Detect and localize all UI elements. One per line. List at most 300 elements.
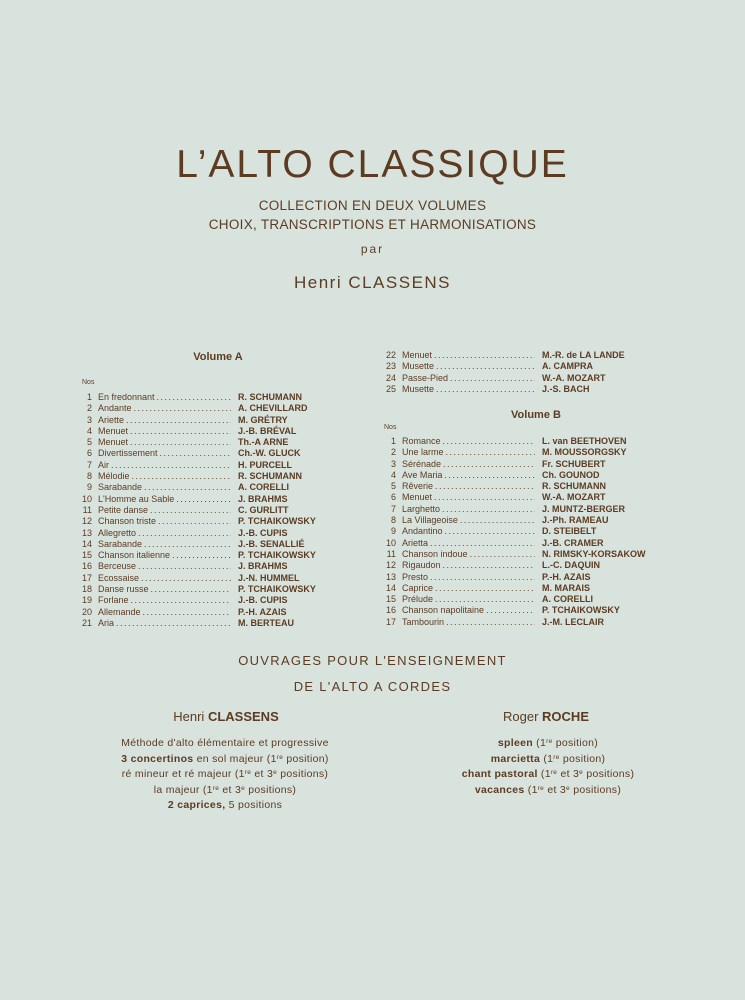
dot-leader [144, 539, 231, 550]
volume-b-item [376, 447, 646, 458]
volume-b-item [376, 583, 646, 594]
paren: (1 [540, 768, 551, 781]
item-title-cell [402, 572, 535, 583]
ouvrages-heading-line-1: OUVRAGES POUR L'ENSEIGNEMENT [238, 653, 507, 668]
item-composer: J. BRAHMS [238, 493, 288, 504]
dot-leader [430, 572, 535, 583]
item-title: Romance [402, 436, 441, 446]
volume-b-item [376, 470, 646, 481]
right-work-3-bold: chant pastoral [461, 768, 538, 781]
item-title: Mélodie [98, 471, 130, 482]
right-work-1-bold: spleen [497, 737, 533, 749]
volume-a-item [72, 573, 316, 584]
item-title-cell [402, 526, 535, 537]
item-number: 6 [86, 448, 92, 459]
volume-b-item [376, 436, 646, 447]
item-composer: J.-S. BACH [542, 383, 590, 394]
item-title-cell [402, 560, 535, 571]
item-title-cell [402, 447, 535, 458]
item-number: 23 [385, 361, 396, 372]
item-number: 3 [86, 414, 92, 425]
item-composer: L. van BEETHOVEN [542, 436, 627, 446]
left-author-heading [96, 709, 356, 724]
dot-leader [160, 448, 231, 459]
item-composer: M.-R. de LA LANDE [542, 350, 625, 360]
left-work-2-bold: 3 concertinos [121, 752, 194, 765]
item-number: 24 [385, 372, 396, 383]
item-title: Allemande [98, 606, 141, 617]
item-title: Menuet [402, 492, 433, 503]
item-title-cell [98, 471, 231, 482]
left-work-3-rest: ré mineur et ré majeur (1 [121, 768, 245, 781]
volume-a-item [72, 505, 316, 516]
item-number: 17 [385, 616, 396, 627]
volume-a-item [72, 595, 316, 606]
item-title: Petite danse [98, 504, 149, 515]
item-title: Menuet [402, 350, 433, 360]
dot-leader [158, 516, 231, 527]
item-title-cell [98, 550, 231, 561]
item-title-cell [98, 516, 231, 527]
superscript: re [244, 769, 252, 777]
item-title: Caprice [402, 582, 434, 593]
item-number: 20 [81, 606, 92, 617]
volume-a-item [72, 460, 316, 471]
item-title: Menuet [98, 437, 129, 448]
item-composer: D. STEIBELT [542, 526, 597, 537]
item-composer: R. SCHUMANN [238, 471, 302, 482]
item-number: 11 [386, 548, 396, 559]
volume-b-item [376, 594, 646, 605]
item-title: Ecossaise [98, 572, 140, 583]
dot-leader [443, 459, 535, 470]
item-number: 19 [81, 595, 92, 606]
dot-leader [130, 437, 231, 448]
dot-leader [450, 373, 535, 384]
item-title: Rigaudon [402, 560, 441, 571]
item-title-cell [98, 392, 231, 403]
item-title-cell [402, 436, 535, 447]
close: positions) [280, 768, 329, 781]
item-composer: A. CORELLI [542, 594, 593, 605]
item-title: Sarabande [98, 482, 143, 493]
left-work-1 [85, 736, 365, 752]
volume-a-continued-list [376, 350, 625, 395]
dot-leader [435, 594, 535, 605]
item-title-cell [402, 594, 535, 605]
item-number: 8 [390, 515, 396, 526]
paren: (1 [527, 783, 538, 796]
item-number: 9 [86, 482, 92, 493]
item-composer: Ch. GOUNOD [542, 469, 600, 480]
item-composer: L.-C. DAQUIN [542, 560, 600, 571]
volume-b-item [376, 481, 646, 492]
item-title: Ariette [98, 414, 125, 425]
superscript: re [550, 769, 558, 777]
item-title: Musette [402, 383, 435, 394]
par-label: par [360, 242, 385, 256]
item-title: Allegretto [98, 527, 137, 538]
item-title-cell [98, 573, 231, 584]
dot-leader [434, 350, 535, 361]
dot-leader [460, 515, 535, 526]
volume-b-item [376, 560, 646, 571]
item-number: 2 [390, 447, 396, 458]
superscript: re [546, 738, 553, 745]
item-title-cell [98, 494, 231, 505]
item-title-cell [98, 426, 231, 437]
superscript: re [537, 784, 545, 792]
item-composer: J. MUNTZ-BERGER [542, 503, 625, 514]
three: 3 [559, 783, 567, 796]
dot-leader [151, 584, 231, 595]
item-number: 15 [385, 594, 396, 605]
item-number: 7 [86, 459, 92, 470]
superscript: e [566, 784, 570, 792]
right-author-last: ROCHE [542, 709, 589, 724]
item-title-cell [402, 361, 535, 372]
item-title-cell [402, 373, 535, 384]
item-composer: A. CHEVILLARD [238, 403, 308, 414]
volume-a-heading: Volume A [193, 351, 243, 363]
item-composer: J.-B. SENALLIÉ [238, 538, 305, 549]
item-title-cell [402, 515, 535, 526]
dot-leader [443, 436, 535, 447]
item-composer: R. SCHUMANN [238, 392, 302, 402]
item-title: L'Homme au Sable [98, 493, 175, 504]
item-title: Rêverie [402, 481, 434, 492]
item-composer: A. CAMPRA [542, 361, 593, 372]
dot-leader [143, 607, 231, 618]
item-title-cell [98, 607, 231, 618]
item-number: 10 [81, 493, 92, 504]
right-work-3 [408, 767, 688, 783]
item-number: 17 [81, 572, 92, 583]
left-work-1-bold: Méthode d'alto [121, 737, 194, 749]
dot-leader [435, 583, 535, 594]
item-number: 4 [390, 469, 396, 480]
left-work-4 [85, 783, 365, 799]
dot-leader [111, 460, 231, 471]
item-title-cell [98, 595, 231, 606]
volume-a-item [72, 494, 316, 505]
item-composer: M. GRÉTRY [238, 414, 288, 425]
item-title: Chanson italienne [98, 550, 171, 561]
superscript: re [553, 753, 560, 761]
item-title-cell [402, 384, 535, 395]
superscript: e [579, 769, 584, 777]
item-title: Une larme [402, 447, 444, 458]
right-work-2-bold: marcietta [490, 752, 541, 765]
item-composer: N. RIMSKY-KORSAKOW [542, 548, 646, 559]
volume-a-list [72, 392, 316, 629]
volume-a-item [72, 482, 316, 493]
dot-leader [436, 384, 535, 395]
item-title: Andante [98, 403, 132, 414]
volume-b-item [376, 515, 646, 526]
volume-a-item [72, 584, 316, 595]
dot-leader [141, 573, 231, 584]
dot-leader [176, 494, 231, 505]
item-composer: P. TCHAIKOWSKY [542, 605, 620, 616]
item-title-cell [98, 584, 231, 595]
item-title-cell [402, 504, 535, 515]
volume-a-item [376, 373, 625, 384]
dot-leader [150, 505, 231, 516]
three: 3 [235, 783, 242, 796]
item-composer: P. TCHAIKOWSKY [238, 516, 316, 527]
dot-leader [486, 605, 535, 616]
left-work-5-rest: 5 positions [228, 799, 283, 812]
item-title: Musette [402, 361, 435, 372]
item-number: 9 [390, 526, 396, 537]
item-number: 1 [390, 436, 396, 446]
item-number: 11 [82, 504, 92, 515]
item-number: 3 [390, 458, 396, 469]
item-composer: W.-A. MOZART [542, 372, 606, 383]
item-number: 5 [86, 437, 92, 448]
item-composer: J.-B. CRAMER [542, 537, 604, 548]
item-composer: C. GURLITT [238, 504, 289, 515]
item-composer: J.-B. BRÉVAL [238, 425, 297, 436]
superscript: e [241, 784, 246, 792]
item-composer: A. CORELLI [238, 482, 289, 493]
item-composer: M. MARAIS [542, 582, 590, 593]
dot-leader [444, 470, 535, 481]
page-title: L’ALTO CLASSIQUE [176, 143, 569, 186]
left-author-last: CLASSENS [207, 709, 279, 724]
volume-a-item [72, 539, 316, 550]
item-composer: J. BRAHMS [238, 561, 288, 572]
volume-b-nos-label: Nos [384, 424, 397, 431]
item-title-cell [402, 549, 535, 560]
item-title-cell [98, 505, 231, 516]
dot-leader [126, 415, 231, 426]
left-author-first: Henri [173, 709, 205, 724]
item-number: 16 [385, 605, 396, 616]
item-title: Forlane [98, 595, 129, 606]
superscript: re [212, 784, 220, 792]
item-title-cell [402, 350, 535, 361]
close: positions) [248, 783, 297, 796]
item-title: Passe-Pied [402, 372, 449, 383]
item-number: 16 [81, 561, 92, 572]
item-title-cell [402, 583, 535, 594]
item-title-cell [402, 470, 535, 481]
volume-a-nos-label: Nos [82, 379, 95, 386]
three: 3 [267, 768, 274, 781]
close: position) [555, 737, 599, 749]
item-number: 13 [385, 571, 396, 582]
left-work-4-rest: la majeur (1 [153, 783, 213, 796]
item-number: 13 [81, 527, 92, 538]
dot-leader [116, 618, 231, 629]
item-title-cell [98, 415, 231, 426]
item-title: Air [98, 459, 109, 470]
volume-b-item [376, 617, 646, 628]
item-title: En fredonnant [98, 392, 155, 402]
item-title: Prélude [402, 594, 434, 605]
volume-b-item [376, 526, 646, 537]
left-work-1-rest: élémentaire et progressive [197, 737, 329, 749]
close: position) [562, 752, 606, 765]
dot-leader [470, 549, 535, 560]
item-title: Danse russe [98, 584, 149, 595]
item-title-cell [98, 403, 231, 414]
close: positions) [573, 783, 622, 796]
item-number: 2 [86, 403, 92, 414]
item-number: 25 [385, 383, 396, 394]
dot-leader [172, 550, 231, 561]
volume-a-item [376, 361, 625, 372]
item-title: Chanson napolitaine [402, 605, 485, 616]
dot-leader [157, 392, 231, 403]
item-title: Chanson triste [98, 516, 157, 527]
item-composer: J.-Ph. RAMEAU [542, 515, 609, 526]
volume-a-item [376, 384, 625, 395]
item-title-cell [402, 538, 535, 549]
dot-leader [132, 471, 231, 482]
item-title-cell [98, 561, 231, 572]
superscript: e [273, 769, 278, 777]
superscript: re [276, 753, 284, 761]
paren: (1 [543, 752, 554, 765]
volume-a-item [72, 607, 316, 618]
volume-b-item [376, 605, 646, 616]
volume-b-heading: Volume B [511, 409, 561, 421]
item-number: 8 [86, 471, 92, 482]
item-title: Sérénade [402, 458, 442, 469]
ouvrages-heading-line-2: DE L'ALTO A CORDES [293, 679, 452, 694]
item-title-cell [402, 605, 535, 616]
item-title: Divertissement [98, 448, 158, 459]
item-composer: W.-A. MOZART [542, 492, 606, 503]
item-title: Chanson indoue [402, 548, 468, 559]
dot-leader [134, 403, 231, 414]
item-composer: J.-M. LECLAIR [542, 616, 604, 627]
dot-leader [435, 481, 535, 492]
dot-leader [434, 492, 535, 503]
subtitle-line-1: COLLECTION EN DEUX VOLUMES [258, 198, 487, 213]
left-work-2 [85, 752, 365, 768]
item-number: 14 [81, 538, 92, 549]
item-title-cell [98, 539, 231, 550]
dot-leader [446, 447, 535, 458]
item-number: 7 [390, 503, 396, 514]
item-composer: M. BERTEAU [238, 617, 294, 628]
left-work-5-bold: 2 caprices, [167, 799, 226, 812]
volume-b-item [376, 504, 646, 515]
item-number: 14 [385, 582, 396, 593]
item-title: Andantino [402, 526, 443, 537]
item-title-cell [98, 618, 231, 629]
item-composer: P.-H. AZAIS [542, 571, 591, 582]
dot-leader [131, 595, 231, 606]
item-title-cell [98, 482, 231, 493]
dot-leader [446, 617, 535, 628]
conj: et [254, 768, 264, 781]
item-title: Aria [98, 617, 115, 628]
right-work-2 [408, 752, 688, 768]
volume-a-item [72, 448, 316, 459]
right-work-1 [408, 736, 688, 752]
item-title: Arietta [402, 537, 429, 548]
volume-a-item [72, 561, 316, 572]
volume-a-item [72, 550, 316, 561]
item-title: Presto [402, 571, 429, 582]
dot-leader [144, 482, 231, 493]
right-work-4 [408, 783, 688, 799]
volume-b-item [376, 549, 646, 560]
item-title: Tambourin [402, 616, 445, 627]
left-work-3 [85, 767, 365, 783]
volume-a-item [72, 618, 316, 629]
item-composer: Fr. SCHUBERT [542, 458, 606, 469]
conj: et [560, 768, 570, 781]
volume-b-item [376, 492, 646, 503]
item-composer: P. TCHAIKOWSKY [238, 550, 316, 561]
right-author-first: Roger [503, 709, 539, 724]
dot-leader [436, 361, 535, 372]
item-title-cell [402, 617, 535, 628]
volume-a-item [72, 437, 316, 448]
item-number: 12 [385, 560, 396, 571]
item-title: Menuet [98, 425, 129, 436]
left-works-list [85, 736, 365, 814]
item-number: 10 [385, 537, 396, 548]
dot-leader [138, 561, 231, 572]
volume-a-item [72, 528, 316, 539]
volume-b-list [376, 436, 646, 628]
dot-leader [443, 560, 535, 571]
item-composer: P. TCHAIKOWSKY [238, 584, 316, 595]
item-composer: J.-B. CUPIS [238, 595, 288, 606]
item-title-cell [98, 460, 231, 471]
item-title: La Villageoise [402, 515, 458, 526]
left-work-2-close: position) [286, 752, 329, 765]
item-number: 21 [81, 617, 92, 628]
item-number: 22 [385, 350, 396, 360]
three: 3 [573, 768, 580, 781]
item-number: 6 [390, 492, 396, 503]
left-work-5 [85, 798, 365, 814]
item-composer: P.-H. AZAIS [238, 606, 287, 617]
item-title-cell [402, 481, 535, 492]
dot-leader [138, 528, 231, 539]
item-composer: Ch.-W. GLUCK [238, 448, 301, 459]
right-work-4-bold: vacances [474, 783, 525, 796]
item-composer: R. SCHUMANN [542, 481, 606, 492]
right-author-heading [416, 709, 676, 724]
item-title: Ave Maria [402, 469, 443, 480]
item-number: 15 [81, 550, 92, 561]
volume-a-item [72, 426, 316, 437]
volume-a-item [72, 403, 316, 414]
item-composer: H. PURCELL [238, 459, 292, 470]
dot-leader [130, 426, 231, 437]
item-number: 4 [86, 425, 92, 436]
item-number: 18 [81, 584, 92, 595]
dot-leader [430, 538, 535, 549]
author-name: Henri CLASSENS [293, 273, 452, 292]
dot-leader [442, 504, 535, 515]
volume-a-item [72, 392, 316, 403]
item-title-cell [402, 459, 535, 470]
volume-b-item [376, 538, 646, 549]
volume-b-item [376, 572, 646, 583]
conj: et [547, 783, 557, 796]
item-title-cell [98, 448, 231, 459]
